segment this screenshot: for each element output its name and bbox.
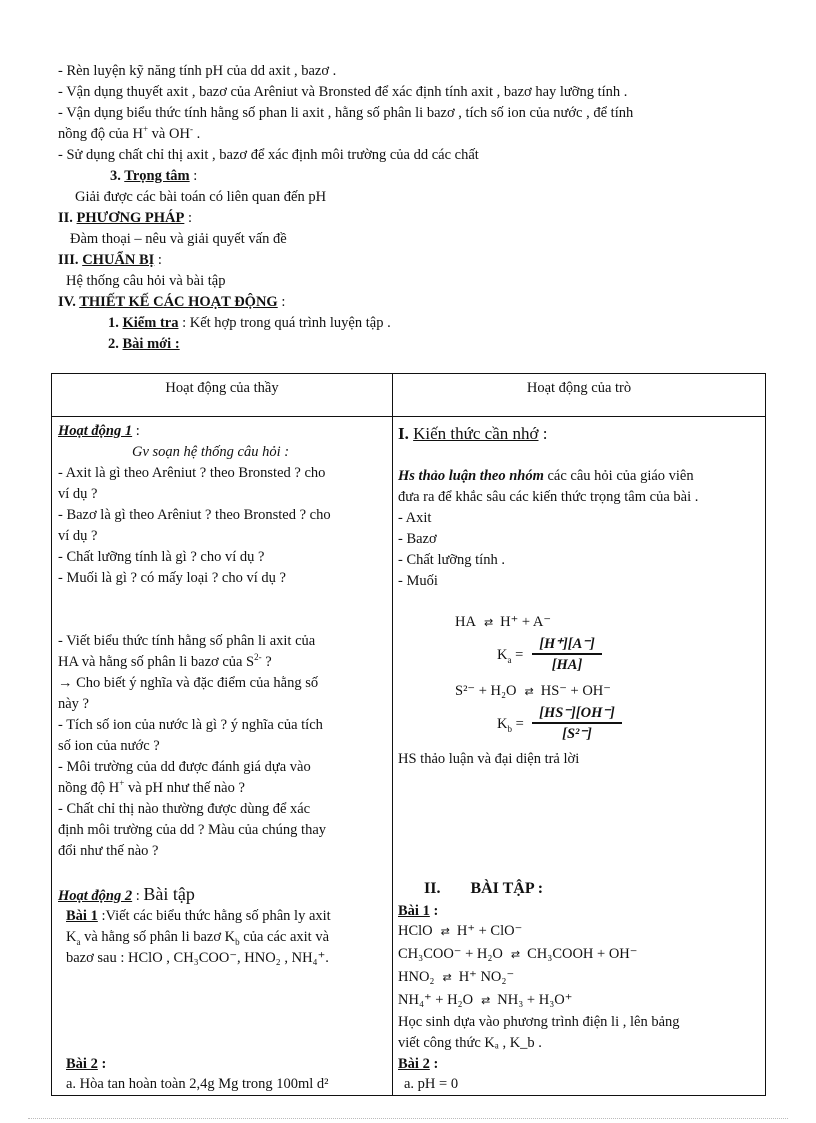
q-line-4: ví dụ ? xyxy=(58,528,98,544)
section-3-colon: : xyxy=(189,168,198,184)
reaction-2 xyxy=(398,944,637,965)
intro-line-4 xyxy=(58,124,200,144)
eq2-left: S²⁻ + H₂O xyxy=(455,683,517,699)
kiem-tra-line xyxy=(108,313,391,333)
equilibrium-arrow-icon: ⇄ xyxy=(442,971,451,984)
q2-line-10: định môi trường của dd ? Màu của chúng thay xyxy=(58,822,327,838)
kb-sub: b xyxy=(507,723,512,734)
reaction-3-right: H⁺ NO₂⁻ xyxy=(458,969,515,985)
reaction-2-left: CH₃COO⁻ + H₂O xyxy=(398,946,503,962)
left-bai1-end: của các axit và xyxy=(239,929,329,945)
intro-line-4-text: nồng độ của H xyxy=(58,126,143,142)
q2-line-8 xyxy=(58,778,245,798)
bai-tap-number: II. xyxy=(424,880,441,897)
kb-k: K xyxy=(497,716,508,732)
eq1-left: HA xyxy=(455,614,476,630)
eq1-line xyxy=(455,612,551,633)
section-2-title: PHƯƠNG PHÁP xyxy=(76,210,185,226)
section-2-colon: : xyxy=(184,210,192,226)
ka-sub: a xyxy=(507,654,512,665)
left-bai1-text: :Viết các biểu thức hằng số phân ly axit xyxy=(97,908,331,924)
right-item-bazo: - Bazơ xyxy=(398,531,437,547)
hd2-subtitle: Bài tập xyxy=(143,884,195,904)
section-2-body: Đàm thoại – nêu và giải quyết vấn đề xyxy=(70,231,287,247)
hd2-title: Hoạt động 2 xyxy=(58,888,133,904)
intro-line-2: - Vận dụng thuyết axit , bazơ của Arêniut và Bronsted để xác định tính axit , bazơ hay lưỡng tính . xyxy=(58,84,628,100)
hd1-subtitle: Gv soạn hệ thống câu hỏi : xyxy=(132,444,290,460)
hd1-colon: : xyxy=(132,423,140,439)
reaction-3-left: HNO₂ xyxy=(398,969,435,985)
table-header-divider xyxy=(52,416,765,417)
bai-moi-title: Bài mới : xyxy=(122,336,180,352)
q2-line-9: - Chất chỉ thị nào thường được dùng để xác xyxy=(58,801,311,817)
left-bai1-ka-sub: a xyxy=(76,936,81,947)
table-vertical-divider xyxy=(392,374,393,1095)
oh-ion-sup: - xyxy=(189,124,193,135)
equilibrium-arrow-icon: ⇄ xyxy=(524,685,533,698)
eq2-line xyxy=(455,681,611,702)
section-chuan-bi xyxy=(58,250,162,270)
right-item-axit: - Axit xyxy=(398,510,432,526)
left-bai1-ka: K xyxy=(66,929,77,945)
eq1-right: H⁺ + A⁻ xyxy=(500,614,552,630)
page-bottom-dotted-rule xyxy=(28,1118,788,1119)
q-line-6: - Muối là gì ? có mấy loại ? cho ví dụ ? xyxy=(58,570,286,586)
q2-line-3: → Cho biết ý nghĩa và đặc điểm của hằng số xyxy=(58,675,319,691)
q-line-3: - Bazơ là gì theo Arêniut ? theo Bronsted ? cho xyxy=(58,507,331,523)
reaction-4 xyxy=(398,990,572,1011)
left-bai2-colon: : xyxy=(97,1056,107,1072)
reaction-4-left: NH₄⁺ + H₂O xyxy=(398,992,474,1008)
ka-label xyxy=(497,645,523,665)
ka-denominator: [HA] xyxy=(551,657,583,673)
q2-line-6: số ion của nước ? xyxy=(58,738,160,754)
and-oh-text: và OH xyxy=(148,126,190,142)
q-line-5: - Chất lưỡng tính là gì ? cho ví dụ ? xyxy=(58,549,265,565)
right-title-text: Kiến thức cần nhớ xyxy=(413,424,539,443)
kiem-tra-body: : Kết hợp trong quá trình luyện tập . xyxy=(178,315,391,331)
section-IV-number: IV. xyxy=(58,294,80,310)
section-III-colon: : xyxy=(154,252,162,268)
right-title-colon: : xyxy=(538,424,548,443)
q2-line-5: - Tích số ion của nước là gì ? ý nghĩa của tích xyxy=(58,717,323,733)
section-thiet-ke xyxy=(58,292,285,312)
section-3-number: 3. xyxy=(110,168,125,184)
q2-line-7: - Môi trường của dd được đánh giá dựa vào xyxy=(58,759,311,775)
right-title-number: I. xyxy=(398,424,414,443)
right-item-muoi: - Muối xyxy=(398,573,438,589)
q2-line-8-a: nồng độ H xyxy=(58,780,120,796)
bai-tap-heading xyxy=(424,879,543,899)
left-bai2-title: Bài 2 xyxy=(66,1056,98,1072)
right-bai2-heading xyxy=(398,1054,438,1074)
bai-moi-number: 2. xyxy=(108,336,123,352)
q2-line-8-b: và pH như thế nào ? xyxy=(124,780,245,796)
left-bai2-line: a. Hòa tan hoàn toàn 2,4g Mg trong 100ml d² xyxy=(66,1076,329,1092)
left-bai1-line-2 xyxy=(66,927,329,947)
kb-fraction-bar xyxy=(532,722,622,724)
section-IV-colon: : xyxy=(277,294,286,310)
q2-line-2-sup: 2- xyxy=(254,652,262,663)
reaction-1-left: HClO xyxy=(398,923,433,939)
section-phuong-phap xyxy=(58,208,192,228)
ka-numerator: [H⁺][A⁻] xyxy=(539,636,595,652)
q2-line-8-sup: + xyxy=(119,778,125,789)
intro-line-3: - Vận dụng biểu thức tính hằng số phan li axit , hằng số phân li bazơ , tích số ion của nước , để tính xyxy=(58,105,634,121)
equilibrium-arrow-icon: ⇄ xyxy=(481,994,490,1007)
left-bai1-line-1 xyxy=(66,906,331,926)
eq2-right: HS⁻ + OH⁻ xyxy=(540,683,611,699)
hs-line-2: đưa ra để khắc sâu các kiến thức trọng tâm của bài . xyxy=(398,489,699,505)
header-right: Hoạt động của trò xyxy=(526,380,632,396)
section-3-title: Trọng tâm xyxy=(124,168,190,184)
section-trong-tam xyxy=(110,166,197,186)
reaction-3 xyxy=(398,967,514,988)
section-IV-title: THIẾT KẾ CÁC HOẠT ĐỘNG xyxy=(79,294,278,310)
bai-tap-title: BÀI TẬP : xyxy=(470,880,544,897)
kb-fraction xyxy=(532,705,622,743)
kiem-tra-number: 1. xyxy=(108,315,123,331)
reaction-1-right: H⁺ + ClO⁻ xyxy=(456,923,523,939)
hs-rest: các câu hỏi của giáo viên xyxy=(543,468,694,484)
header-left: Hoạt động của thầy xyxy=(165,380,279,396)
reaction-1 xyxy=(398,921,522,942)
reaction-4-right: NH₃ + H₃O⁺ xyxy=(497,992,573,1008)
right-title xyxy=(398,424,547,444)
q-line-1: - Axit là gì theo Arêniut ? theo Bronsted ? cho xyxy=(58,465,326,481)
bai-moi-line xyxy=(108,334,180,354)
hs-line-4: viết công thức Kₐ , K_b . xyxy=(398,1035,542,1051)
section-III-number: III. xyxy=(58,252,83,268)
intro-line-5: - Sử dụng chất chỉ thị axit , bazơ để xác định môi trường của dd các chất xyxy=(58,147,479,163)
equilibrium-arrow-icon: ⇄ xyxy=(510,948,520,961)
left-bai1-mid: và hằng số phân li bazơ K xyxy=(80,929,236,945)
right-bai1-heading xyxy=(398,901,438,921)
equilibrium-arrow-icon: ⇄ xyxy=(440,925,449,938)
q2-line-2-a: HA và hằng số phân li bazơ của S xyxy=(58,654,255,670)
intro-period: . xyxy=(192,126,201,142)
hd1-heading xyxy=(58,421,140,441)
kb-numerator: [HS⁻][OH⁻] xyxy=(539,705,615,721)
right-item-luong-tinh: - Chất lưỡng tính . xyxy=(398,552,505,568)
kb-label xyxy=(497,714,524,734)
q2-line-2 xyxy=(58,652,272,672)
q2-line-2-b: ? xyxy=(261,654,272,670)
section-III-title: CHUẨN BỊ xyxy=(82,252,155,268)
hs-line-1 xyxy=(398,466,694,486)
left-bai2-heading xyxy=(66,1054,106,1074)
kb-equals: = xyxy=(515,716,524,732)
q2-line-4: này ? xyxy=(58,696,89,712)
right-bai2-title: Bài 2 xyxy=(398,1056,430,1072)
left-bai1-title: Bài 1 xyxy=(66,908,98,924)
hd2-colon: : xyxy=(132,888,144,904)
hs-line-3: Học sinh dựa vào phương trình điện li , lên bảng xyxy=(398,1014,680,1030)
section-3-body: Giải được các bài toán có liên quan đến pH xyxy=(75,189,327,205)
hd1-title: Hoạt động 1 xyxy=(58,423,133,439)
section-2-number: II. xyxy=(58,210,77,226)
kb-denominator: [S²⁻] xyxy=(562,726,592,742)
q-line-2: ví dụ ? xyxy=(58,486,98,502)
right-bai2-answer: a. pH = 0 xyxy=(404,1076,459,1092)
right-bai1-colon: : xyxy=(429,903,439,919)
equilibrium-arrow-icon: ⇄ xyxy=(483,616,493,629)
hs-answer: HS thảo luận và đại diện trả lời xyxy=(398,751,580,767)
right-bai2-colon: : xyxy=(429,1056,439,1072)
left-bai1-kb-sub: b xyxy=(235,936,240,947)
ka-equals: = xyxy=(515,647,524,663)
intro-line-1: - Rèn luyện kỹ năng tính pH của dd axit , bazơ . xyxy=(58,63,337,79)
hs-bold: Hs thảo luận theo nhóm xyxy=(398,468,544,484)
ka-k: K xyxy=(497,647,508,663)
kiem-tra-title: Kiểm tra xyxy=(122,315,179,331)
q2-line-1: - Viết biểu thức tính hằng số phân li axit của xyxy=(58,633,316,649)
right-bai1-title: Bài 1 xyxy=(398,903,430,919)
hd2-heading xyxy=(58,884,195,906)
left-bai1-line-3: bazơ sau : HClO , CH₃COO⁻, HNO₂ , NH₄⁺. xyxy=(66,950,329,966)
q2-line-11: đổi như thế nào ? xyxy=(58,843,159,859)
ka-fraction xyxy=(532,636,602,674)
reaction-2-right: CH₃COOH + OH⁻ xyxy=(527,946,638,962)
ka-fraction-bar xyxy=(532,653,602,655)
section-III-body: Hệ thống câu hỏi và bài tập xyxy=(66,273,226,289)
h-ion-sup: + xyxy=(142,124,149,135)
